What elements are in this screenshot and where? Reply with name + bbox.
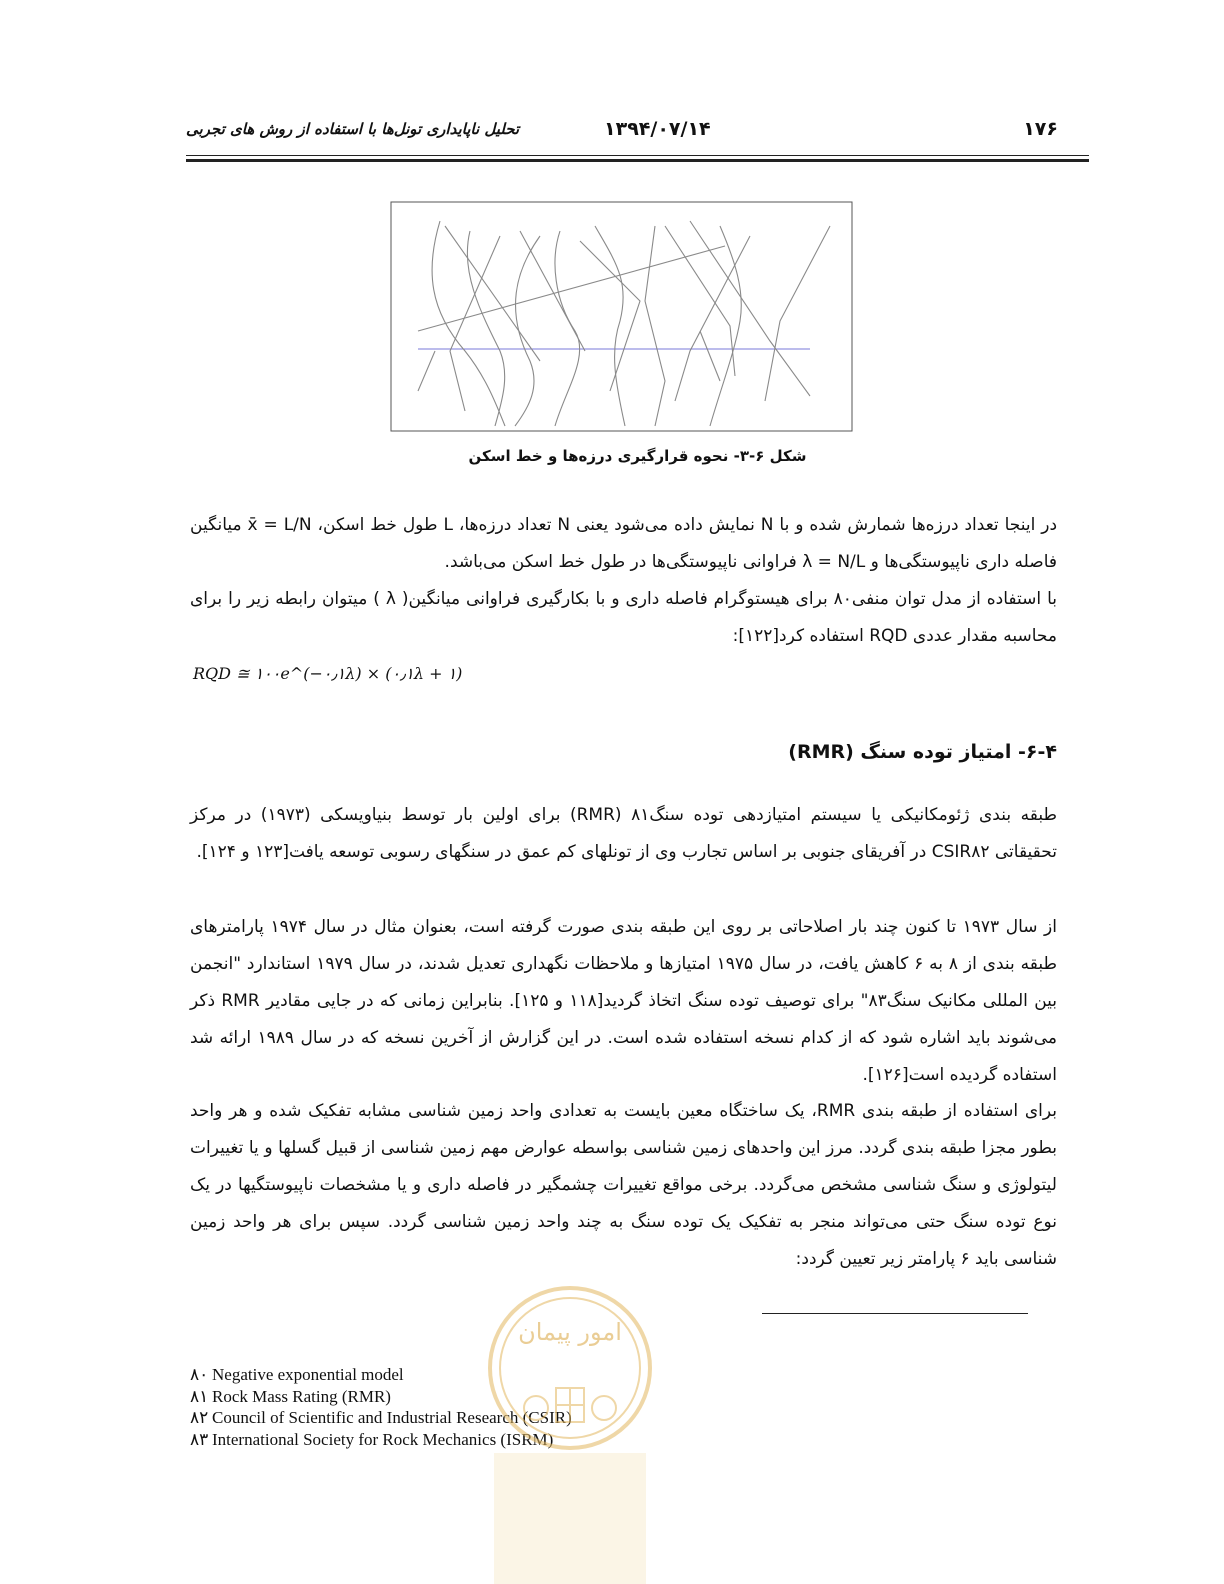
joint-line [645, 226, 665, 426]
footnote-number: ۸۰ [190, 1365, 209, 1384]
page-header [186, 118, 1088, 146]
paragraph-rmr-intro: طبقه بندی ژئومکانیکی یا سیستم امتیازدهی توده سنگ۸۱ (RMR) برای اولین بار توسط بنیاویسکی (۱۹۷۳) در مرکز تحقیقاتی CSIR۸۲ در آفریقای جنوبی بر اساس تجارب وی از تونلهای کم عمق در سنگهای رسوبی توسعه یافت[۱۲۳ و ۱۲۴]. [190, 805, 1057, 862]
paragraph-rmr-history: از سال ۱۹۷۳ تا کنون چند بار اصلاحاتی بر روی این طبقه بندی صورت گرفته است، بعنوان مثال در سال ۱۹۷۴ پارامترهای طبقه بندی از ۸ به ۶ کاهش یافت، در سال ۱۹۷۵ امتیازها و ملاحظات نگهداری تعدیل شدند، در سال ۱۹۷۹ استاندارد "انجمن بین المللی مکانیک سنگ۸۳" برای توصیف توده سنگ اتخاذ گردید[۱۱۸ و ۱۲۵]. بنابراین زمانی که در جایی مقادیر RMR ذکر می‌شوند باید اشاره شود که از کدام نسخه استفاده شده است. در این گزارش از آخرین نسخه که در سال ۱۹۸۹ ارائه شد استفاده گردیده است[۱۲۶]. [190, 917, 1058, 1085]
joint-line [700, 331, 720, 381]
joint-line [665, 226, 735, 376]
joint-line [580, 241, 640, 391]
joint-line [595, 226, 625, 426]
header-date: ۱۳۹۴/۰۷/۱۴ [604, 118, 711, 140]
joint-line [445, 226, 540, 361]
footnote-number: ۸۲ [190, 1408, 209, 1427]
section-heading: ۶-۴- امتیاز توده سنگ (RMR) [788, 741, 1057, 763]
joint-line [690, 221, 810, 396]
figure-caption: شکل ۶-۳- نحوه قرارگیری درزه‌ها و خط اسکن [468, 447, 807, 465]
footnote-number: ۸۳ [190, 1429, 209, 1449]
header-rule-thin [186, 155, 1089, 156]
page-number: ۱۷۶ [1023, 118, 1058, 140]
footnote-separator [762, 1313, 1028, 1314]
joint-line [675, 236, 750, 401]
joint-line [710, 226, 741, 426]
joint-line [432, 221, 505, 426]
footnote-number: ۸۱ [190, 1386, 209, 1406]
joint-line [450, 236, 500, 411]
footnote-text: Rock Mass Rating (RMR) [212, 1386, 391, 1406]
joint-line [467, 231, 504, 426]
joint-line [515, 236, 540, 426]
header-rule-thick [186, 159, 1089, 162]
joint-line [418, 351, 435, 391]
paragraph-joints-definition: در اینجا تعداد درزه‌ها شمارش شده و با N نمایش داده می‌شود یعنی N تعداد درزه‌ها، L طول خط اسکن، x̄ = L/N میانگین فاصله داری ناپیوستگی‌ها و λ = N/L فراوانی ناپیوستگی‌ها در طول خط اسکن می‌باشد. [190, 515, 1058, 572]
paragraph-rmr-usage: برای استفاده از طبقه بندی RMR، یک ساختگاه معین بایست به تعدادی واحد زمین شناسی مشابه تفکیک شده و هر واحد بطور مجزا طبقه بندی گردد. مرز این واحدهای زمین شناسی بواسطه عوارض مهم زمین شناسی از قبیل گسلها و یا تغییرات لیتولوژی و سنگ شناسی مشخص می‌گردد. برخی مواقع تغییرات چشمگیر در فاصله داری و یا مشخصات ناپیوستگیها در یک نوع توده سنگ حتی می‌تواند منجر به تفکیک یک توده سنگ به چند واحد زمین شناسی گردد. سپس برای هر واحد زمین شناسی باید ۶ پارامتر زیر تعیین گردد: [190, 1101, 1057, 1269]
paragraph-rqd-model: با استفاده از مدل توان منفی۸۰ برای هیستوگرام فاصله داری و با بکارگیری فراوانی میانگین( λ ) میتوان رابطه زیر را برای محاسبه مقدار عددی RQD استفاده کرد[۱۲۲]: [190, 589, 1057, 646]
footnote-text: Council of Scientific and Industrial Research (CSIR) [212, 1408, 572, 1427]
joint-line [555, 231, 580, 426]
header-title: تحلیل ناپایداری تونل‌ها با استفاده از روش های تجربی [186, 120, 520, 138]
footnote-text: Negative exponential model [212, 1365, 404, 1384]
watermark-logo [486, 1248, 654, 1584]
joint-line [520, 231, 585, 351]
watermark-text: امور پیمان [518, 1318, 622, 1346]
rqd-formula: RQD ≅ ۱۰۰e^(−۰٫۱λ) × (۰٫۱λ + ۱) [193, 664, 463, 683]
joint-line [765, 226, 830, 401]
footnote-text: International Society for Rock Mechanics (ISRM) [212, 1429, 554, 1449]
joints-scanline-figure [390, 201, 853, 432]
